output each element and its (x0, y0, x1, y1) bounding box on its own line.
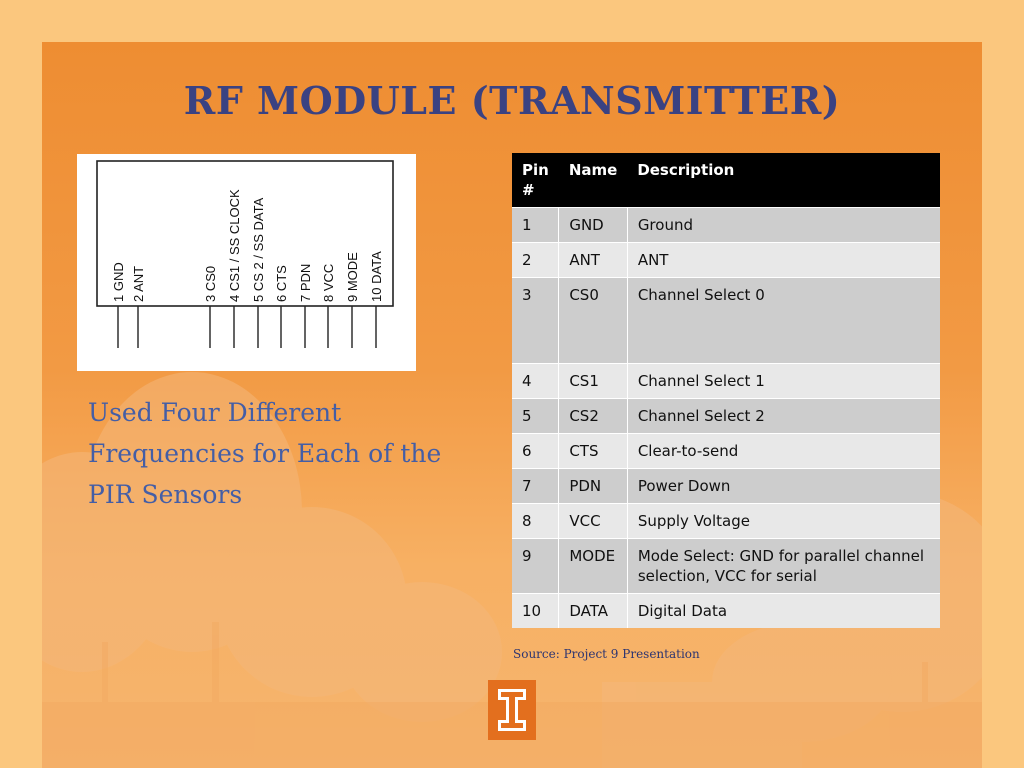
header-pin: Pin # (512, 153, 559, 208)
pin-description-cell: Channel Select 0 (627, 278, 940, 364)
pin-description-cell: Channel Select 1 (627, 364, 940, 399)
header-description: Description (627, 153, 940, 208)
table-row (512, 504, 940, 539)
pin-table (512, 153, 940, 628)
pin-label: 10 DATA (369, 251, 384, 302)
pin-name-cell: ANT (559, 243, 627, 278)
table-row (512, 364, 940, 399)
pin-label: 9 MODE (345, 252, 360, 302)
table-row (512, 469, 940, 504)
pin-number-cell: 9 (512, 539, 559, 594)
pin-description-cell: ANT (627, 243, 940, 278)
pin-table-header-row (512, 153, 940, 208)
table-row (512, 278, 940, 364)
table-row (512, 399, 940, 434)
pin-name-cell: PDN (559, 469, 627, 504)
pin-name-cell: VCC (559, 504, 627, 539)
pin-description-cell: Power Down (627, 469, 940, 504)
pin-description-cell: Digital Data (627, 594, 940, 629)
pin-label: 7 PDN (298, 263, 313, 302)
source-caption: Source: Project 9 Presentation (513, 647, 700, 661)
pin-description-cell: Clear-to-send (627, 434, 940, 469)
table-row (512, 208, 940, 243)
pin-label: 1 GND (111, 262, 126, 302)
pin-description-cell: Supply Voltage (627, 504, 940, 539)
pin-number-cell: 6 (512, 434, 559, 469)
table-row (512, 594, 940, 629)
pin-name-cell: CTS (559, 434, 627, 469)
rf-module-pin-diagram (77, 154, 416, 371)
pin-name-cell: CS0 (559, 278, 627, 364)
slide-subtitle: Used Four Different Frequencies for Each of the PIR Sensors (88, 398, 442, 509)
pin-label: 4 CS1 / SS CLOCK (227, 189, 242, 302)
header-name: Name (559, 153, 627, 208)
pin-description-cell: Channel Select 2 (627, 399, 940, 434)
pin-name-cell: CS2 (559, 399, 627, 434)
pin-label: 8 VCC (321, 263, 336, 302)
pin-name-cell: GND (559, 208, 627, 243)
pin-number-cell: 7 (512, 469, 559, 504)
pin-number-cell: 8 (512, 504, 559, 539)
pin-name-cell: CS1 (559, 364, 627, 399)
pin-name-cell: MODE (559, 539, 627, 594)
pin-number-cell: 4 (512, 364, 559, 399)
pin-number-cell: 3 (512, 278, 559, 364)
pin-number-cell: 1 (512, 208, 559, 243)
pin-description-cell: Mode Select: GND for parallel channel selection, VCC for serial (627, 539, 940, 594)
table-row (512, 539, 940, 594)
table-row (512, 243, 940, 278)
pin-number-cell: 10 (512, 594, 559, 629)
table-row (512, 434, 940, 469)
university-block-i-icon (488, 680, 536, 740)
pin-description-cell: Ground (627, 208, 940, 243)
pin-label: 2 ANT (131, 265, 146, 302)
pin-label: 5 CS 2 / SS DATA (251, 197, 266, 302)
pin-label: 3 CS0 (203, 265, 218, 302)
pin-label: 6 CTS (274, 265, 289, 302)
slide-title: RF MODULE (TRANSMITTER) (183, 78, 841, 123)
pin-number-cell: 5 (512, 399, 559, 434)
pin-number-cell: 2 (512, 243, 559, 278)
pin-name-cell: DATA (559, 594, 627, 629)
